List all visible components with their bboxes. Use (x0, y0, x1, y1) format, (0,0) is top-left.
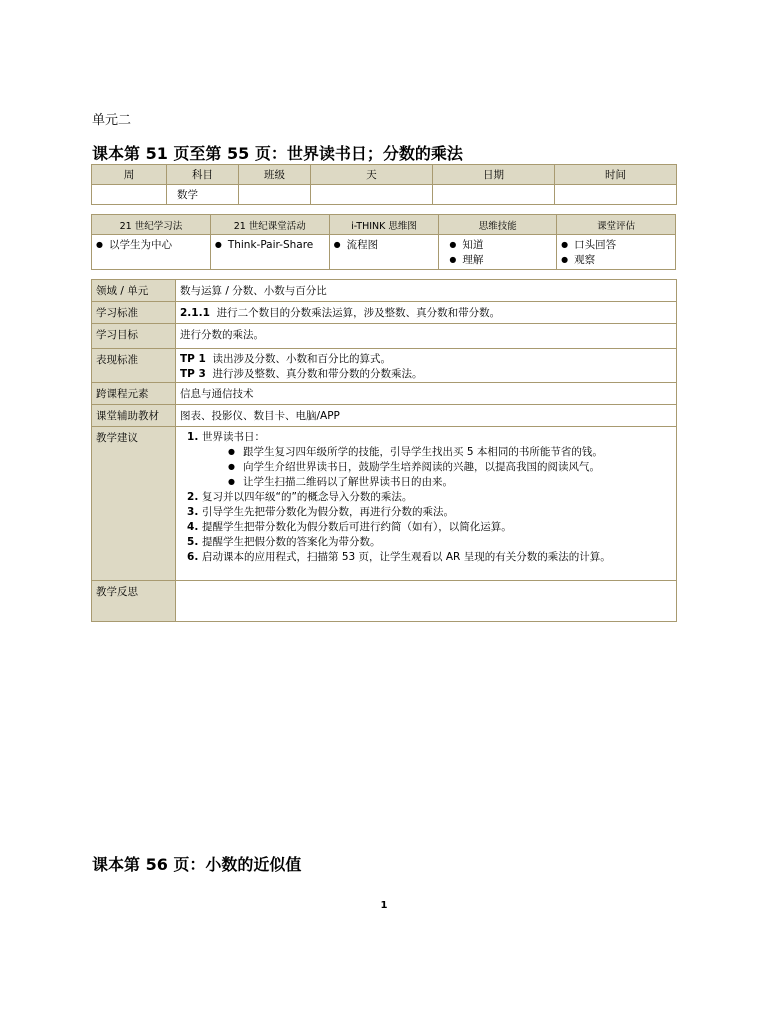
label-teaching-aids: 课堂辅助教材 (92, 405, 176, 427)
header-week: 周 (92, 165, 167, 185)
label-objective: 学习目标 (92, 324, 176, 349)
page-number: 1 (380, 900, 388, 911)
standard-text: 进行二个数目的分数乘法运算，涉及整数、真分数和带分数。 (216, 307, 501, 319)
info-table (91, 164, 677, 205)
cell-time (555, 185, 677, 205)
row-reflection (92, 581, 677, 622)
list-item: ● 观察 (561, 253, 671, 268)
method-table (91, 214, 676, 270)
header-subject: 科目 (167, 165, 239, 185)
value-performance (176, 349, 677, 383)
list-item: ● 流程图 (334, 238, 435, 253)
suggestion-step: 5. 提醒学生把假分数的答案化为带分数。 (202, 535, 672, 550)
row-standard (92, 302, 677, 324)
suggestion-step: 3. 引导学生先把带分数化为假分数，再进行分数的乘法。 (202, 505, 672, 520)
performance-code: TP 1 (180, 353, 206, 365)
cell-ithink-map (329, 235, 439, 270)
header-assessment: 课堂评估 (557, 215, 676, 235)
cell-subject: 数学 (167, 185, 239, 205)
cell-date (433, 185, 555, 205)
header-day: 天 (311, 165, 433, 185)
performance-text: 读出涉及分数、小数和百分比的算式。 (212, 353, 392, 365)
header-class: 班级 (239, 165, 311, 185)
lesson-title-2: 课本第 56 页：小数的近似值 (92, 855, 302, 874)
header-learning-method: 21 世纪学习法 (92, 215, 211, 235)
detail-table (91, 279, 677, 622)
performance-text: 进行涉及整数、真分数和带分数的分数乘法。 (212, 368, 423, 380)
suggestion-text: 世界读书日： (202, 431, 265, 443)
label-suggestions: 教学建议 (92, 427, 176, 581)
list-item: ● 以学生为中心 (96, 238, 206, 253)
suggestion-subitem: ● 让学生扫描二维码以了解世界读书日的由来。 (228, 475, 672, 490)
row-objective (92, 324, 677, 349)
lesson-title: 课本第 51 页至第 55 页：世界读书日；分数的乘法 (92, 144, 463, 163)
header-class-activity: 21 世纪课堂活动 (210, 215, 329, 235)
performance-code: TP 3 (180, 368, 206, 380)
row-performance (92, 349, 677, 383)
value-objective: 进行分数的乘法。 (176, 324, 677, 349)
row-cross-curriculum (92, 383, 677, 405)
cell-class (239, 185, 311, 205)
suggestion-subitem: ● 向学生介绍世界读书日，鼓励学生培养阅读的兴趣，以提高我国的阅读风气。 (228, 460, 672, 475)
unit-title: 单元二 (92, 113, 132, 128)
label-standard: 学习标准 (92, 302, 176, 324)
suggestion-sublist (202, 445, 672, 490)
cell-week (92, 185, 167, 205)
list-item: ● 知道 (449, 238, 552, 253)
performance-item (180, 352, 672, 367)
value-standard (176, 302, 677, 324)
row-suggestions (92, 427, 677, 581)
value-domain: 数与运算 / 分数、小数与百分比 (176, 280, 677, 302)
value-cross-curriculum: 信息与通信技术 (176, 383, 677, 405)
info-table-header (92, 165, 677, 185)
header-ithink-map: i-THINK 思维图 (329, 215, 439, 235)
cell-thinking-skill (439, 235, 557, 270)
row-domain (92, 280, 677, 302)
suggestion-step (202, 430, 672, 490)
list-item: ● Think-Pair-Share (215, 238, 325, 253)
method-table-header (92, 215, 676, 235)
method-table-row (92, 235, 676, 270)
header-thinking-skill: 思维技能 (439, 215, 557, 235)
suggestion-step: 4. 提醒学生把带分数化为假分数后可进行约简（如有），以简化运算。 (202, 520, 672, 535)
header-date: 日期 (433, 165, 555, 185)
header-time: 时间 (555, 165, 677, 185)
cell-assessment (557, 235, 676, 270)
row-teaching-aids (92, 405, 677, 427)
standard-code: 2.1.1 (180, 307, 210, 319)
cell-day (311, 185, 433, 205)
label-cross-curriculum: 跨课程元素 (92, 383, 176, 405)
info-table-row (92, 185, 677, 205)
suggestion-list (182, 430, 672, 565)
list-item: ● 口头回答 (561, 238, 671, 253)
list-item: ● 理解 (449, 253, 552, 268)
value-teaching-aids: 图表、投影仪、数目卡、电脑/APP (176, 405, 677, 427)
suggestion-subitem: ● 跟学生复习四年级所学的技能，引导学生找出买 5 本相同的书所能节省的钱。 (228, 445, 672, 460)
label-reflection: 教学反思 (92, 581, 176, 622)
suggestion-step: 2. 复习并以四年级“的”的概念导入分数的乘法。 (202, 490, 672, 505)
value-reflection (176, 581, 677, 622)
label-domain: 领域 / 单元 (92, 280, 176, 302)
performance-item (180, 367, 672, 382)
suggestion-step: 6. 启动课本的应用程式，扫描第 53 页，让学生观看以 AR 呈现的有关分数的乘法的计算。 (202, 550, 672, 565)
label-performance: 表现标准 (92, 349, 176, 383)
value-suggestions (176, 427, 677, 581)
cell-class-activity (210, 235, 329, 270)
cell-learning-method (92, 235, 211, 270)
